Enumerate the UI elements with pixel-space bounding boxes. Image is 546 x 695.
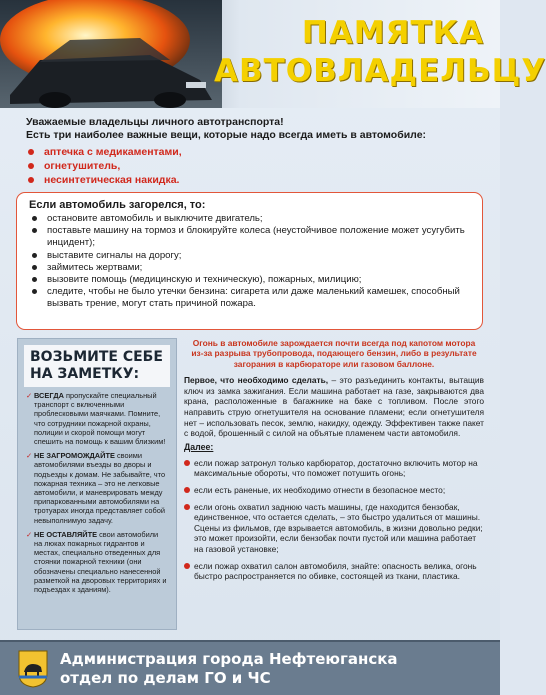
intro-section [26,116,486,187]
bullet-icon [184,460,190,466]
bullet-icon [184,563,190,569]
list-item: если пожар затронул только карбюратор, достаточно включить мотор на максимальные обороты, что поможет потушить огонь; [184,458,484,479]
take-note-title: ВОЗЬМИТЕ СЕБЕ НА ЗАМЕТКУ: [24,345,170,387]
take-note-panel [17,338,177,630]
fire-steps-list [29,213,470,311]
list-item: несинтетическая накидка. [26,173,486,187]
footer-banner [0,640,500,695]
next-steps-heading: Далее: [184,441,214,452]
take-note-body [18,391,176,594]
list-item: вызовите помощь (медицинскую и техническую), пожарных, милицию; [29,274,470,286]
city-emblem-icon [18,650,48,688]
bullet-icon [32,289,37,294]
footer-line-1: Администрация города Нефтеюганска [60,650,398,668]
list-item: займитесь жертвами; [29,262,470,274]
list-item: поставьте машину на тормоз и блокируйте колеса (неустойчивое положение может усугубить инцидент); [29,225,470,249]
note-paragraph: ✓ НЕ ЗАГРОМОЖДАЙТЕ своими автомобилями въезды во дворы и подъезды к домам. Не забывайте, что пожарная техника – это не легковые автомобили, и маневрировать между припаркованными автомобилями на тротуарах иногда представляет собой невыполнимую задачу. [26,451,166,525]
list-item: остановите автомобиль и выключите двигатель; [29,213,470,225]
list-item: если огонь охватил заднюю часть машины, где находится бензобак, единственное, что остается сделать, – это быстро удалиться от машины. Сцены из фильмов, где взрывается автомобиль, в жизни довольно редки; это может произойти, если бензобак почти пустой или машина работает на газовой установке; [184,502,484,555]
footer-organization [60,650,398,688]
fire-details-column [184,338,484,582]
footer-line-2: отдел по делам ГО и ЧС [60,669,271,687]
list-item: выставите сигналы на дорогу; [29,250,470,262]
bullet-icon [184,487,190,493]
list-item: если есть раненые, их необходимо отнести в безопасное место; [184,485,484,496]
bullet-icon [28,149,34,155]
poster-title [214,14,546,90]
bullet-icon [32,265,37,270]
intro-greeting: Уважаемые владельцы личного автотранспорта! [26,116,284,128]
checkmark-icon: ✓ [26,451,33,461]
note-paragraph: ✓ ВСЕГДА пропускайте специальный транспорт с включенными проблесковыми маячками. Помните, что сотрудники пожарной охраны, полиции и скорой помощи могут спешить на помощь к вашим близким! [26,391,166,447]
first-step-text: Первое, что необходимо сделать, – это разъединить контакты, вытащив ключ из замка зажигания. Если машина работает на газе, закрываются два крана, расположенные в багажнике на баке с топливом. После этого направить струю огнетушителя на основание пламени; если огнетушителя нет – использовать песок, землю, накидку, одежду. Эффективен также пакет с водой, брошенный с силой на объятые пламенем части автомобиля. [184,375,485,439]
intro-lead: Есть три наиболее важные вещи, которые надо всегда иметь в автомобиле: [26,129,427,141]
bullet-icon [32,253,37,258]
warning-text: Огонь в автомобиле зарождается почти всегда под капотом мотора из-за разрыва трубопровода, подающего бензин, либо в результате загорания в карбюраторе или газовом баллоне. [191,338,477,369]
list-item: огнетушитель, [26,159,486,173]
bullet-icon [32,228,37,233]
checkmark-icon: ✓ [26,529,33,539]
title-line-1: ПАМЯТКА [301,15,484,51]
bullet-icon [32,216,37,221]
list-item: если пожар охватил салон автомобиля, знайте: опасность велика, огонь быстро распространяется по обивке, состоящей из ткани, пластика. [184,561,484,582]
note-paragraph: ✓ НЕ ОСТАВЛЯЙТЕ свои автомобили на люках пожарных гидрантов и местах, специально отведенных для стоянки пожарной техники (они обозначены специально нанесенной разметкой на дворовых территориях и подъездах к зданиям). [26,529,167,595]
car-fire-instructions-box [16,192,483,330]
bullet-icon [28,177,34,183]
header-banner [0,0,546,108]
list-item: следите, чтобы не было утечки бензина: сигарета или даже маленький камешек, способный вызвать трение, могут стать причиной пожара. [29,286,470,310]
fire-box-title: Если автомобиль загорелся, то: [29,199,206,211]
title-line-2: АВТОВЛАДЕЛЬЦУ [214,53,546,89]
essentials-list [26,145,486,187]
bullet-icon [32,277,37,282]
burning-car-image [0,0,222,108]
list-item: аптечка с медикаментами, [26,145,486,159]
bullet-icon [184,504,190,510]
checkmark-icon: ✓ [26,391,33,400]
bullet-icon [28,163,34,169]
